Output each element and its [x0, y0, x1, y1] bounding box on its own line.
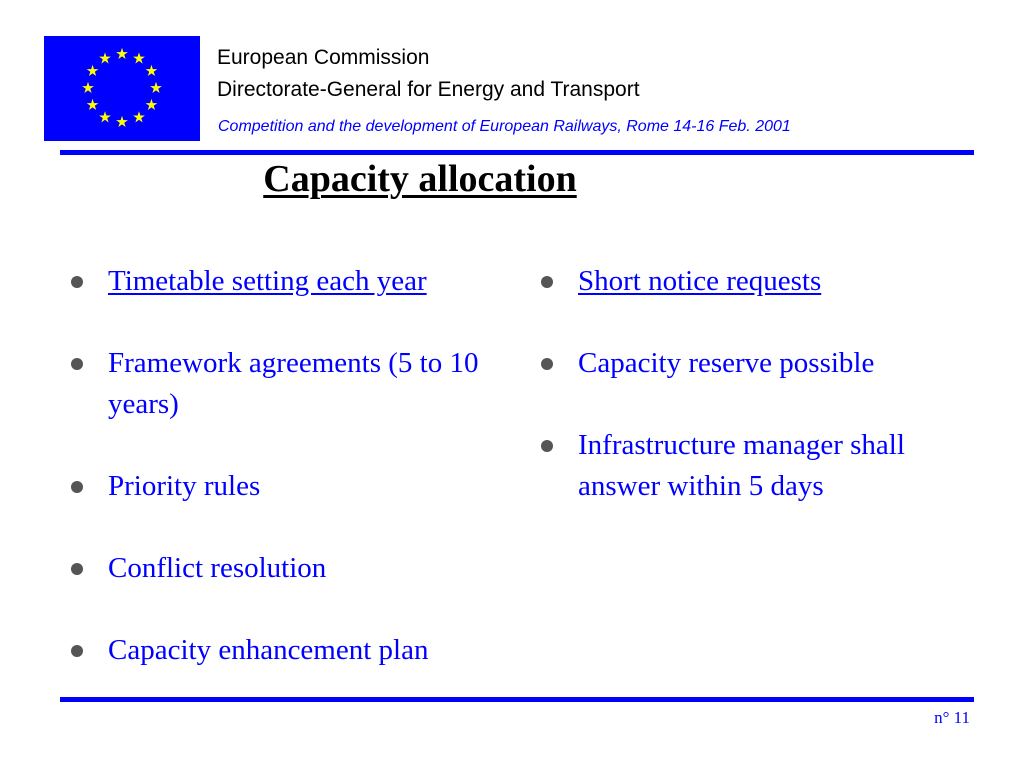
bullet-link-short-notice[interactable]: Short notice requests: [578, 265, 822, 297]
bullet-item-enhancement: [70, 630, 510, 671]
bullet-text-enhancement: Capacity enhancement plan: [108, 634, 429, 666]
bullet-item-priority: [70, 466, 510, 507]
right-bullet-list: [540, 261, 980, 548]
eu-flag-icon: [44, 36, 200, 141]
bullet-item-timetable[interactable]: [70, 261, 510, 302]
bullet-link-timetable[interactable]: Timetable setting each year: [108, 265, 427, 297]
bullet-icon: [71, 276, 83, 288]
bullet-text-capacity-reserve: Capacity reserve possible: [578, 347, 875, 379]
bullet-icon: [71, 645, 83, 657]
footer-divider: [60, 697, 974, 702]
bullet-item-infrastructure: [540, 425, 980, 507]
bullet-icon: [541, 440, 553, 452]
bullet-item-capacity-reserve: [540, 343, 980, 384]
conference-caption: Competition and the development of European Railways, Rome 14-16 Feb. 2001: [218, 118, 791, 135]
bullet-icon: [541, 358, 553, 370]
bullet-icon: [71, 563, 83, 575]
page-number: n° 11: [934, 708, 970, 727]
bullet-icon: [541, 276, 553, 288]
bullet-icon: [71, 358, 83, 370]
header-divider: [60, 150, 974, 155]
organization-name: European Commission: [217, 46, 430, 69]
bullet-item-framework: [70, 343, 510, 425]
bullet-text-framework: Framework agreements (5 to 10 years): [108, 347, 479, 420]
left-bullet-list: [70, 261, 510, 712]
directorate-name: Directorate-General for Energy and Transport: [217, 78, 640, 101]
bullet-text-priority: Priority rules: [108, 470, 261, 502]
bullet-item-conflict: [70, 548, 510, 589]
bullet-item-short-notice[interactable]: [540, 261, 980, 302]
bullet-text-conflict: Conflict resolution: [108, 552, 327, 584]
bullet-icon: [71, 481, 83, 493]
slide-title: Capacity allocation: [263, 158, 577, 200]
bullet-text-infrastructure: Infrastructure manager shall answer within 5 days: [578, 429, 905, 502]
